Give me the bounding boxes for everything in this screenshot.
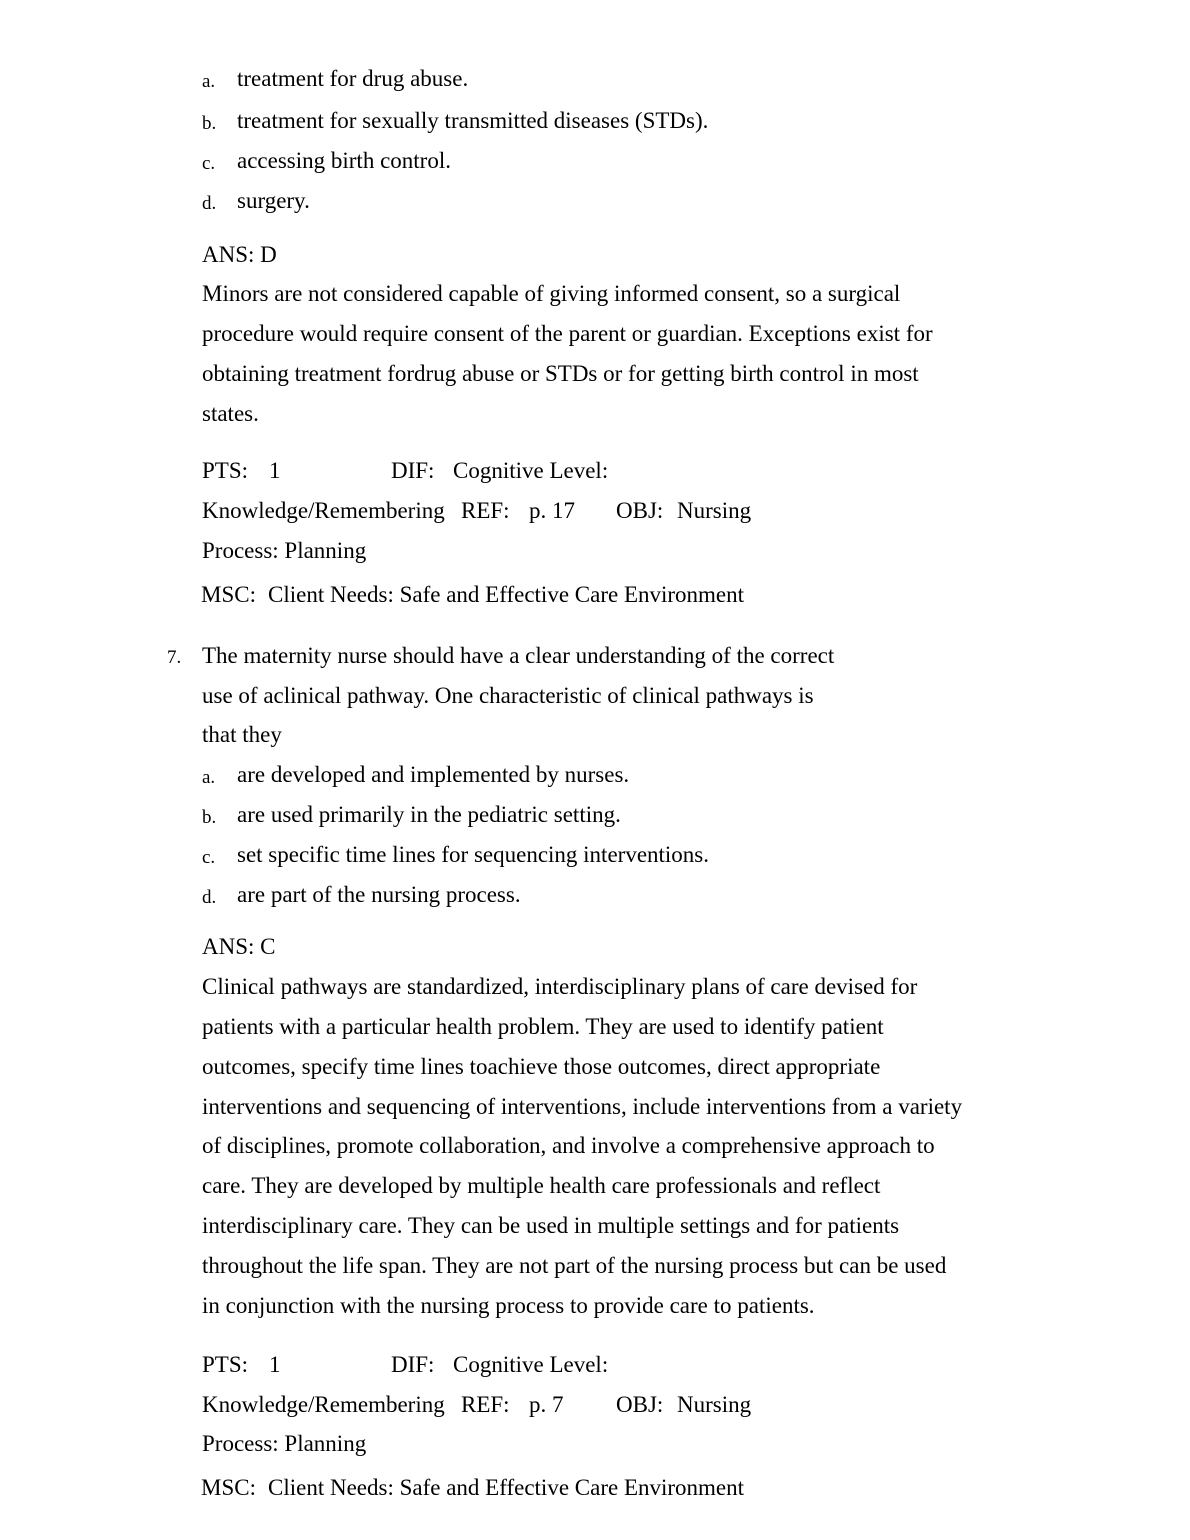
option-letter: c. — [202, 153, 216, 174]
rationale-line: interdisciplinary care. They can be used in multiple settings and for patients — [202, 1213, 900, 1238]
dif-label: DIF: — [391, 458, 435, 483]
rationale-line: in conjunction with the nursing process to provide care to patients. — [202, 1293, 815, 1318]
obj-label: OBJ: — [616, 498, 664, 523]
option-text: treatment for sexually transmitted diseases (STDs). — [237, 108, 709, 133]
dif-value: Cognitive Level: — [453, 458, 609, 483]
option-text: accessing birth control. — [237, 148, 451, 173]
obj-value: Nursing — [677, 1392, 752, 1417]
option-text: are used primarily in the pediatric setting. — [237, 802, 621, 827]
option-letter: d. — [202, 887, 217, 908]
rationale-line: procedure would require consent of the parent or guardian. Exceptions exist for — [202, 321, 933, 346]
option-text: are developed and implemented by nurses. — [237, 762, 630, 787]
pts-value: 1 — [269, 458, 281, 483]
rationale-line: Minors are not considered capable of giving informed consent, so a surgical — [202, 281, 901, 306]
pts-label: PTS: — [202, 1352, 249, 1377]
pts-label: PTS: — [202, 458, 249, 483]
rationale-line: throughout the life span. They are not part of the nursing process but can be used — [202, 1253, 947, 1278]
option-letter: c. — [202, 847, 216, 868]
rationale-line: obtaining treatment fordrug abuse or STDs or for getting birth control in most — [202, 361, 919, 386]
msc-value: Client Needs: Safe and Effective Care Environment — [268, 1475, 745, 1500]
rationale-line: outcomes, specify time lines toachieve those outcomes, direct appropriate — [202, 1054, 881, 1079]
ref-value: p. 17 — [529, 498, 575, 523]
msc-value: Client Needs: Safe and Effective Care Environment — [268, 582, 745, 607]
rationale-line: Clinical pathways are standardized, interdisciplinary plans of care devised for — [202, 974, 918, 999]
stem-line: The maternity nurse should have a clear understanding of the correct — [202, 643, 835, 668]
obj-label: OBJ: — [616, 1392, 664, 1417]
question-number: 7. — [167, 647, 182, 668]
pts-value: 1 — [269, 1352, 281, 1377]
ref-label: REF: — [461, 498, 510, 523]
q6-answer: ANS: D — [202, 242, 277, 267]
process: Process: Planning — [202, 538, 367, 563]
obj-value: Nursing — [677, 498, 752, 523]
ref-value: p. 7 — [529, 1392, 564, 1417]
option-letter: b. — [202, 807, 217, 828]
rationale-line: interventions and sequencing of interventions, include interventions from a variety — [202, 1094, 963, 1119]
dif-value: Cognitive Level: — [453, 1352, 609, 1377]
option-letter: b. — [202, 113, 217, 134]
rationale-line: patients with a particular health problem. They are used to identify patient — [202, 1014, 884, 1039]
option-text: set specific time lines for sequencing interventions. — [237, 842, 710, 867]
dif-label: DIF: — [391, 1352, 435, 1377]
stem-line: that they — [202, 722, 282, 747]
msc-label: MSC: — [201, 1475, 256, 1500]
ref-label: REF: — [461, 1392, 510, 1417]
option-text: treatment for drug abuse. — [237, 66, 469, 91]
option-letter: a. — [202, 767, 216, 788]
cognitive-level: Knowledge/Remembering — [202, 498, 445, 523]
rationale-line: care. They are developed by multiple health care professionals and reflect — [202, 1173, 881, 1198]
option-letter: a. — [202, 71, 216, 92]
rationale-line: of disciplines, promote collaboration, and involve a comprehensive approach to — [202, 1133, 935, 1158]
q7-answer: ANS: C — [202, 934, 276, 959]
option-text: are part of the nursing process. — [237, 882, 521, 907]
option-letter: d. — [202, 193, 217, 214]
msc-label: MSC: — [201, 582, 256, 607]
process: Process: Planning — [202, 1431, 367, 1456]
rationale-line: states. — [202, 401, 259, 426]
cognitive-level: Knowledge/Remembering — [202, 1392, 445, 1417]
stem-line: use of aclinical pathway. One characteristic of clinical pathways is — [202, 683, 814, 708]
option-text: surgery. — [237, 188, 310, 213]
